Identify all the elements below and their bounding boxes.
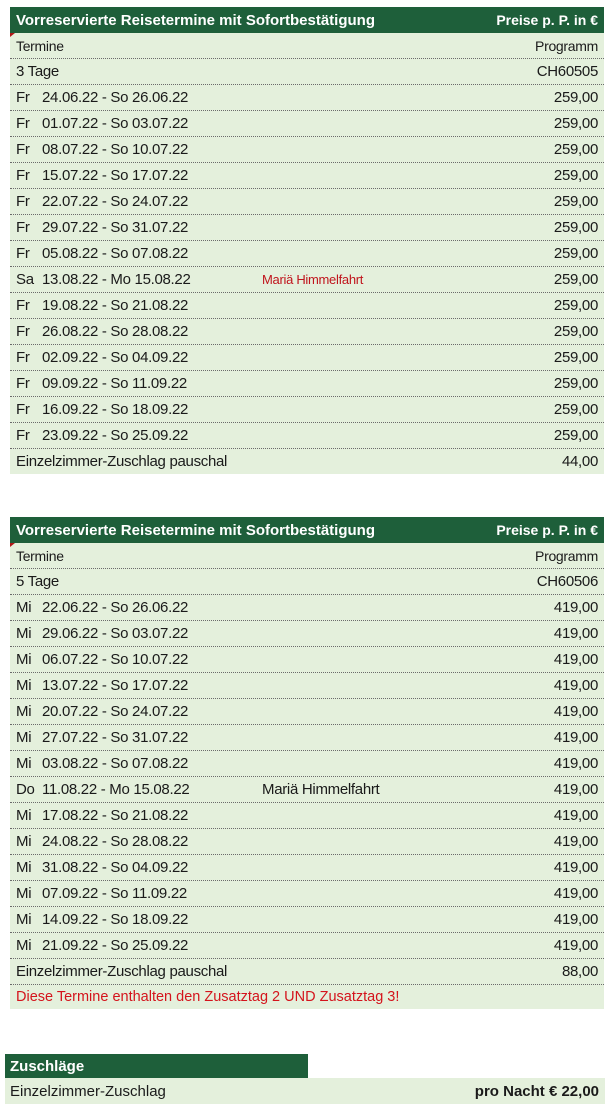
table-header xyxy=(10,517,604,543)
weekday: Mi xyxy=(16,677,32,694)
table-row xyxy=(10,803,604,829)
table-row xyxy=(10,933,604,959)
date-range: 05.08.22 - So 07.08.22 xyxy=(42,245,189,262)
weekday: Fr xyxy=(16,323,30,340)
column-header-row xyxy=(10,543,604,569)
weekday: Mi xyxy=(16,833,32,850)
table-body xyxy=(10,33,604,474)
price: 419,00 xyxy=(553,755,598,772)
duration-label: 5 Tage xyxy=(16,573,59,590)
weekday: Mi xyxy=(16,885,32,902)
program-code: CH60506 xyxy=(536,573,598,590)
weekday: Mi xyxy=(16,599,32,616)
date-range: 29.07.22 - So 31.07.22 xyxy=(42,219,189,236)
weekday: Sa xyxy=(16,271,34,288)
date-range: 27.07.22 - So 31.07.22 xyxy=(42,729,189,746)
holiday-note: Mariä Himmelfahrt xyxy=(262,781,380,798)
price: 419,00 xyxy=(553,807,598,824)
table-row xyxy=(10,751,604,777)
date-range: 24.08.22 - So 28.08.22 xyxy=(42,833,189,850)
price-table-3-tage xyxy=(10,7,604,474)
weekday: Mi xyxy=(16,807,32,824)
price: 259,00 xyxy=(553,375,598,392)
price: 259,00 xyxy=(553,167,598,184)
date-range: 29.06.22 - So 03.07.22 xyxy=(42,625,189,642)
date-range: 07.09.22 - So 11.09.22 xyxy=(42,885,187,902)
zuschlaege-title: Zuschläge xyxy=(5,1054,308,1078)
table-row xyxy=(10,647,604,673)
surcharge-row xyxy=(10,449,604,474)
holiday-note: Mariä Himmelfahrt xyxy=(262,272,364,287)
table-title: Vorreservierte Reisetermine mit Sofortbestätigung xyxy=(16,521,375,539)
price: 259,00 xyxy=(553,89,598,106)
col-programm: Programm xyxy=(535,547,598,564)
price: 259,00 xyxy=(553,271,598,288)
weekday: Fr xyxy=(16,193,30,210)
date-range: 31.08.22 - So 04.09.22 xyxy=(42,859,189,876)
table-row xyxy=(10,829,604,855)
table-row xyxy=(10,137,604,163)
date-range: 23.09.22 - So 25.09.22 xyxy=(42,427,189,444)
date-range: 01.07.22 - So 03.07.22 xyxy=(42,115,189,132)
date-range: 22.06.22 - So 26.06.22 xyxy=(42,599,189,616)
table-row xyxy=(10,371,604,397)
table-row xyxy=(10,215,604,241)
price: 259,00 xyxy=(553,297,598,314)
price: 259,00 xyxy=(553,141,598,158)
price: 259,00 xyxy=(553,115,598,132)
surcharge-value: 44,00 xyxy=(561,453,598,470)
zuschlaege-section xyxy=(5,1054,605,1104)
price: 419,00 xyxy=(553,625,598,642)
weekday: Do xyxy=(16,781,35,798)
table-header xyxy=(10,7,604,33)
table-row xyxy=(10,881,604,907)
weekday: Fr xyxy=(16,349,30,366)
table-row xyxy=(10,163,604,189)
surcharge-row xyxy=(10,959,604,985)
table-body xyxy=(10,543,604,1009)
zuschlag-label: Einzelzimmer-Zuschlag xyxy=(10,1082,166,1100)
price-label: Preise p. P. in € xyxy=(496,12,598,28)
weekday: Fr xyxy=(16,219,30,236)
weekday: Fr xyxy=(16,141,30,158)
price: 419,00 xyxy=(553,651,598,668)
table-row xyxy=(10,241,604,267)
date-range: 15.07.22 - So 17.07.22 xyxy=(42,167,189,184)
price: 259,00 xyxy=(553,401,598,418)
date-range: 20.07.22 - So 24.07.22 xyxy=(42,703,189,720)
date-range: 11.08.22 - Mo 15.08.22 xyxy=(42,781,190,798)
col-termine: Termine xyxy=(16,37,64,54)
duration-label: 3 Tage xyxy=(16,63,59,80)
price: 259,00 xyxy=(553,349,598,366)
table-row xyxy=(10,189,604,215)
weekday: Fr xyxy=(16,167,30,184)
weekday: Fr xyxy=(16,401,30,418)
price: 419,00 xyxy=(553,911,598,928)
date-range: 13.08.22 - Mo 15.08.22 xyxy=(42,271,191,288)
price: 419,00 xyxy=(553,859,598,876)
surcharge-label: Einzelzimmer-Zuschlag pauschal xyxy=(16,963,228,980)
table-row xyxy=(10,267,604,293)
table-row xyxy=(10,725,604,751)
weekday: Fr xyxy=(16,375,30,392)
table-row xyxy=(10,907,604,933)
date-range: 06.07.22 - So 10.07.22 xyxy=(42,651,189,668)
price: 419,00 xyxy=(553,599,598,616)
date-range: 17.08.22 - So 21.08.22 xyxy=(42,807,189,824)
date-range: 09.09.22 - So 11.09.22 xyxy=(42,375,187,392)
table-row xyxy=(10,85,604,111)
zuschlag-value: pro Nacht € 22,00 xyxy=(474,1082,599,1100)
col-termine: Termine xyxy=(16,547,64,564)
price: 259,00 xyxy=(553,245,598,262)
date-range: 19.08.22 - So 21.08.22 xyxy=(42,297,189,314)
weekday: Fr xyxy=(16,297,30,314)
weekday: Mi xyxy=(16,703,32,720)
price: 259,00 xyxy=(553,193,598,210)
weekday: Mi xyxy=(16,911,32,928)
table-row xyxy=(10,423,604,449)
program-code: CH60505 xyxy=(536,63,598,80)
weekday: Mi xyxy=(16,937,32,954)
price: 419,00 xyxy=(553,703,598,720)
date-range: 26.08.22 - So 28.08.22 xyxy=(42,323,189,340)
program-row xyxy=(10,59,604,85)
date-range: 16.09.22 - So 18.09.22 xyxy=(42,401,189,418)
price-table-5-tage xyxy=(10,517,604,1009)
price: 419,00 xyxy=(553,781,598,798)
weekday: Mi xyxy=(16,755,32,772)
date-range: 24.06.22 - So 26.06.22 xyxy=(42,89,189,106)
date-range: 03.08.22 - So 07.08.22 xyxy=(42,755,189,772)
weekday: Mi xyxy=(16,859,32,876)
weekday: Fr xyxy=(16,427,30,444)
date-range: 14.09.22 - So 18.09.22 xyxy=(42,911,189,928)
date-range: 21.09.22 - So 25.09.22 xyxy=(42,937,189,954)
program-row xyxy=(10,569,604,595)
date-range: 13.07.22 - So 17.07.22 xyxy=(42,677,189,694)
table-title: Vorreservierte Reisetermine mit Sofortbestätigung xyxy=(16,11,375,29)
table-row xyxy=(10,777,604,803)
weekday: Fr xyxy=(16,245,30,262)
date-range: 08.07.22 - So 10.07.22 xyxy=(42,141,189,158)
table-row xyxy=(10,621,604,647)
table-row xyxy=(10,699,604,725)
warning-note: Diese Termine enthalten den Zusatztag 2 UND Zusatztag 3! xyxy=(16,989,400,1005)
table-row xyxy=(10,345,604,371)
table-row xyxy=(10,397,604,423)
price: 419,00 xyxy=(553,885,598,902)
date-range: 02.09.22 - So 04.09.22 xyxy=(42,349,189,366)
weekday: Mi xyxy=(16,625,32,642)
price: 259,00 xyxy=(553,323,598,340)
price: 419,00 xyxy=(553,729,598,746)
price: 259,00 xyxy=(553,427,598,444)
table-row xyxy=(10,111,604,137)
table-row xyxy=(10,595,604,621)
surcharge-label: Einzelzimmer-Zuschlag pauschal xyxy=(16,453,228,470)
table-row xyxy=(10,855,604,881)
table-row xyxy=(10,673,604,699)
weekday: Fr xyxy=(16,89,30,106)
price: 419,00 xyxy=(553,937,598,954)
price-label: Preise p. P. in € xyxy=(496,522,598,538)
column-header-row xyxy=(10,33,604,59)
zuschlag-row xyxy=(5,1078,605,1104)
price: 419,00 xyxy=(553,833,598,850)
surcharge-value: 88,00 xyxy=(561,963,598,980)
price: 259,00 xyxy=(553,219,598,236)
date-range: 22.07.22 - So 24.07.22 xyxy=(42,193,189,210)
weekday: Mi xyxy=(16,729,32,746)
weekday: Mi xyxy=(16,651,32,668)
table-row xyxy=(10,319,604,345)
table-row xyxy=(10,293,604,319)
price: 419,00 xyxy=(553,677,598,694)
weekday: Fr xyxy=(16,115,30,132)
col-programm: Programm xyxy=(535,37,598,54)
